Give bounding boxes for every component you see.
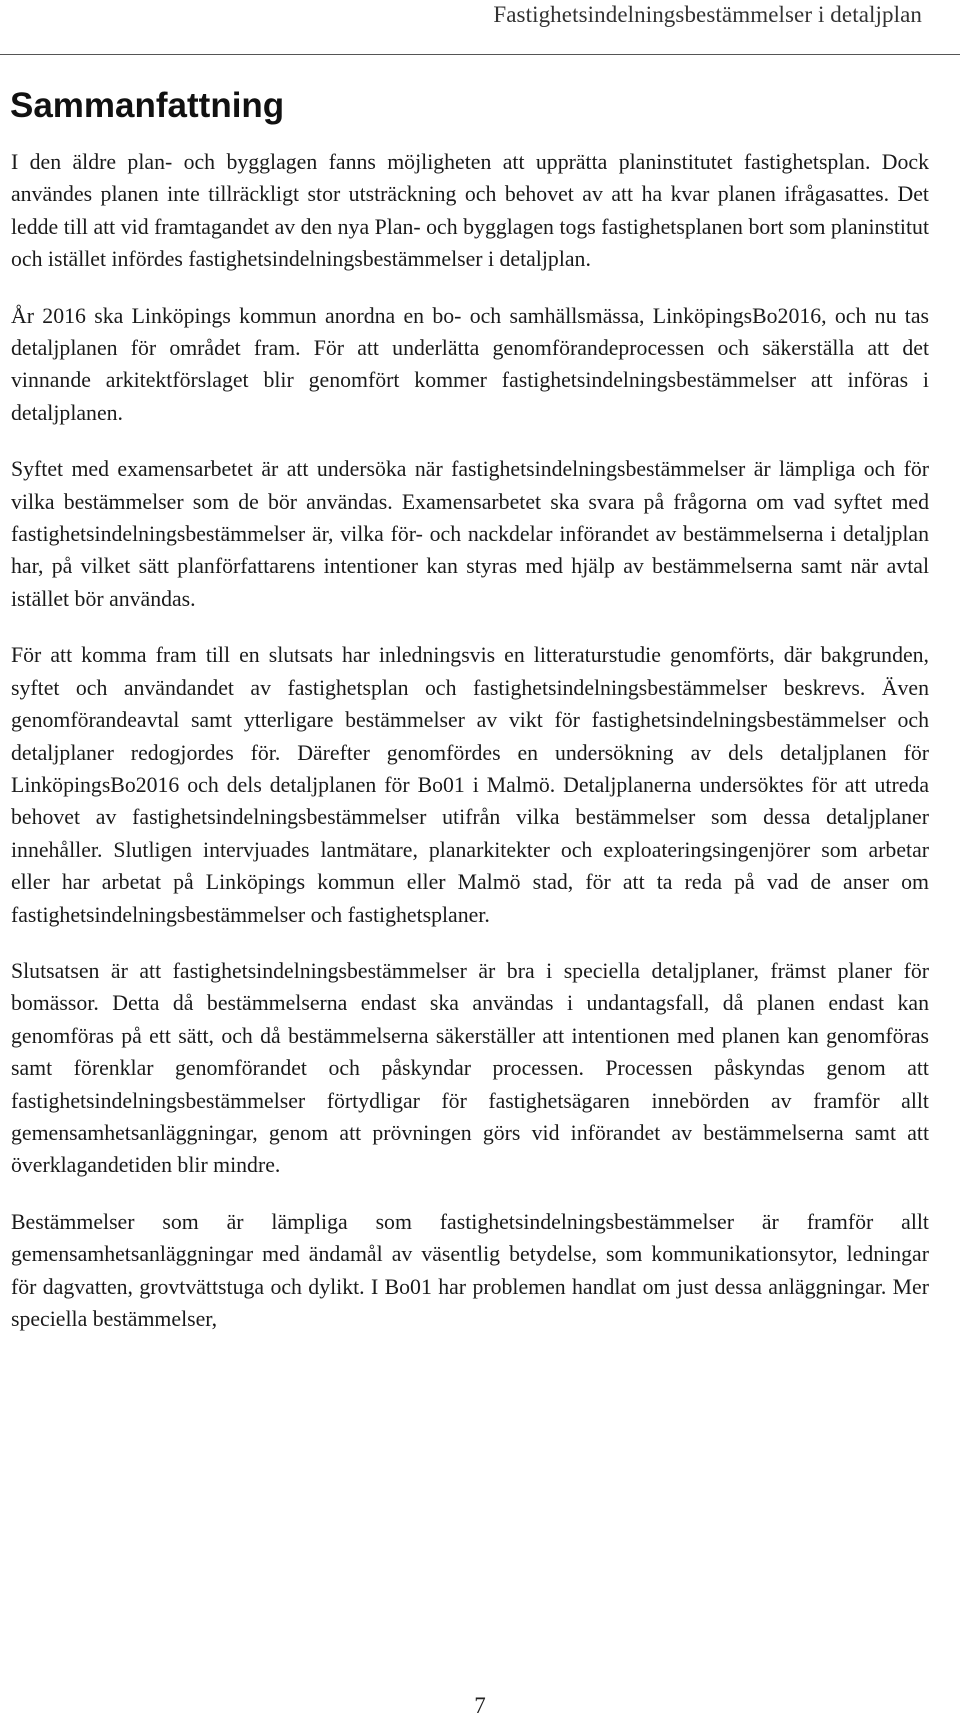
- paragraph-6: Bestämmelser som är lämpliga som fastighetsindelningsbestämmelser är framför allt gemensamhetsanläggningar med ändamål av väsentlig betydelse, som kommunikationsytor, ledningar för dagvatten, grovtvättstuga och dylikt. I Bo01 har problemen handlat om just dessa anläggningar. Mer speciella bestämmelser,: [11, 1209, 929, 1331]
- paragraph-2: År 2016 ska Linköpings kommun anordna en bo- och samhällsmässa, LinköpingsBo2016, och nu tas detaljplanen för området fram. För att underlätta genomförandeprocessen och säkerställa att det vinnande arkitektförslaget blir genomfört kommer fastighetsindelningsbestämmelser att införas i detaljplanen.: [11, 303, 929, 425]
- running-header: [0, 0, 960, 55]
- running-header-title: Fastighetsindelningsbestämmelser i detaljplan: [493, 2, 922, 27]
- paragraph-3: Syftet med examensarbetet är att undersöka när fastighetsindelningsbestämmelser är lämpliga och för vilka bestämmelser som de bör användas. Examensarbetet ska svara på frågorna om vad syftet med fastighetsindelningsbestämmelser är, vilka för- och nackdelar införandet av bestämmelserna i detaljplan har, på vilket sätt planförfattarens intentioner kan styras med hjälp av bestämmelserna samt när avtal istället bör användas.: [11, 457, 929, 611]
- page-number: 7: [474, 1693, 486, 1718]
- section-title: Sammanfattning: [10, 86, 285, 125]
- body-text: [11, 146, 929, 1359]
- paragraph-1: I den äldre plan- och bygglagen fanns möjligheten att upprätta planinstitutet fastighetsplan. Dock användes planen inte tillräckligt stor utsträckning och behovet av att ha kvar planen ifrågasattes. Det ledde till att vid framtagandet av den nya Plan- och bygglagen togs fastighetsplanen bort som planinstitut och istället infördes fastighetsindelningsbestämmelser i detaljplan.: [11, 150, 929, 272]
- paragraph-4: För att komma fram till en slutsats har inledningsvis en litteraturstudie genomförts, där bakgrunden, syftet och användandet av fastighetsplan och fastighetsindelningsbestämmelser beskrevs. Även genomförandeavtal samt ytterligare bestämmelser av vikt för fastighetsindelningsbestämmelser och detaljplaner redogjordes för. Därefter genomfördes en undersökning av dels detaljplanen för LinköpingsBo2016 och dels detaljplanen för Bo01 i Malmö. Detaljplanerna undersöktes för att utreda behovet av fastighetsindelningsbestämmelser utifrån vilka bestämmelser som dessa detaljplaner innehåller. Slutligen intervjuades lantmätare, planarkitekter och exploateringsingenjörer som arbetar eller har arbetat på Linköpings kommun eller Malmö stad, för att ta reda på vad de anser om fastighetsindelningsbestämmelser och fastighetsplaner.: [11, 643, 929, 927]
- paragraph-5: Slutsatsen är att fastighetsindelningsbestämmelser är bra i speciella detaljplaner, främst planer för bomässor. Detta då bestämmelserna endast ska användas i undantagsfall, då planen endast kan genomföras på ett sätt, och då bestämmelserna säkerställer att intentionen med planen kan genomföras samt förenklar genomförandet och påskyndar processen. Processen påskyndas genom att fastighetsindelningsbestämmelser förtydligar för fastighetsägaren innebörden av framför allt gemensamhetsanläggningar, genom att prövningen görs vid införandet av bestämmelserna samt att överklagandetiden blir mindre.: [11, 958, 929, 1178]
